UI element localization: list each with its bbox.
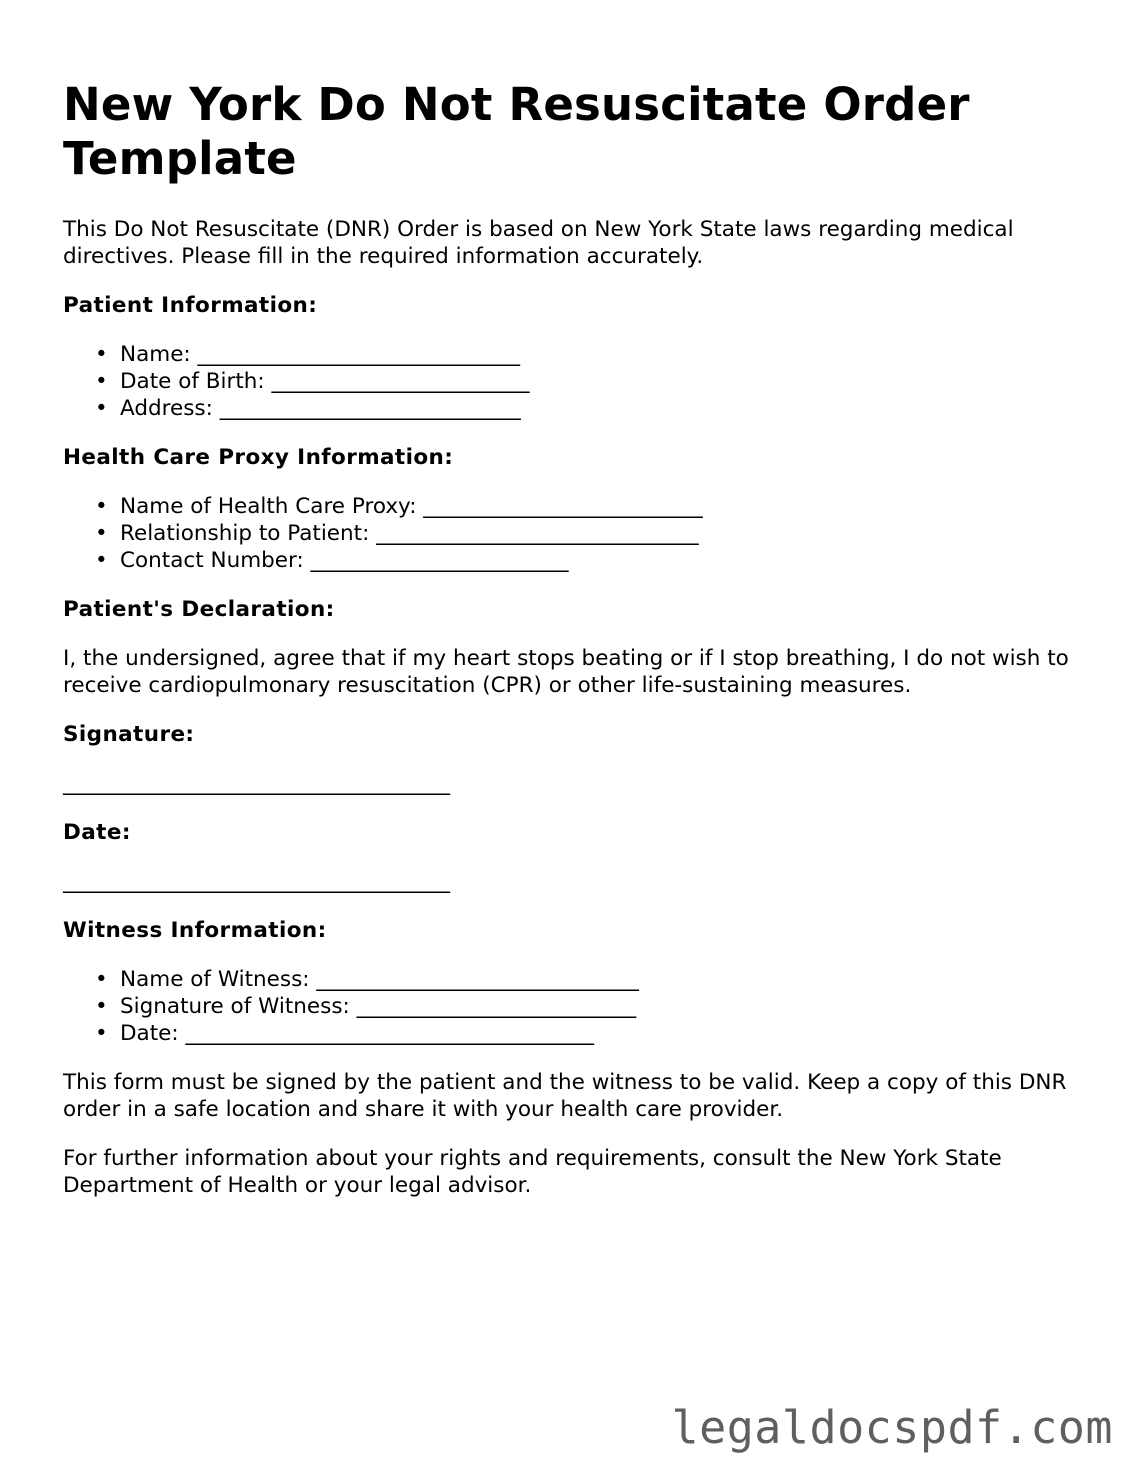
list-item — [63, 341, 1093, 368]
page-title: New York Do Not Resuscitate Order Template — [63, 78, 970, 185]
witness-info-list — [63, 966, 1093, 1047]
witness-name-field[interactable]: Name of Witness: ______________________________ — [120, 967, 639, 992]
patient-address-field[interactable]: Address: ____________________________ — [120, 396, 521, 421]
date-heading: Date: — [63, 820, 131, 845]
list-item — [63, 368, 1093, 395]
bullet-icon: • — [95, 994, 108, 1019]
bullet-icon: • — [95, 967, 108, 992]
proxy-name-field[interactable]: Name of Health Care Proxy: __________________________ — [120, 494, 703, 519]
proxy-relationship-field[interactable]: Relationship to Patient: ______________________________ — [120, 521, 699, 546]
patient-info-heading: Patient Information: — [63, 293, 318, 318]
validity-note: This form must be signed by the patient and the witness to be valid. Keep a copy of this DNR order in a safe location and share it with your health care provider. — [63, 1070, 1067, 1122]
list-item — [63, 395, 1093, 422]
watermark: legaldocspdf.com — [671, 1401, 1113, 1454]
further-info-note: For further information about your rights and requirements, consult the New York State Department of Health or your legal advisor. — [63, 1146, 1002, 1198]
bullet-icon: • — [95, 521, 108, 546]
patient-name-field[interactable]: Name: ______________________________ — [120, 342, 521, 367]
patient-dob-field[interactable]: Date of Birth: ________________________ — [120, 369, 530, 394]
declaration-heading: Patient's Declaration: — [63, 597, 335, 622]
patient-info-list — [63, 341, 1093, 422]
bullet-icon: • — [95, 342, 108, 367]
proxy-info-heading: Health Care Proxy Information: — [63, 445, 454, 470]
list-item — [63, 993, 1093, 1020]
signature-heading: Signature: — [63, 722, 195, 747]
witness-info-heading: Witness Information: — [63, 918, 327, 943]
list-item — [63, 520, 1093, 547]
witness-signature-field[interactable]: Signature of Witness: __________________________ — [120, 994, 637, 1019]
bullet-icon: • — [95, 396, 108, 421]
bullet-icon: • — [95, 1021, 108, 1046]
bullet-icon: • — [95, 548, 108, 573]
bullet-icon: • — [95, 494, 108, 519]
list-item — [63, 1020, 1093, 1047]
bullet-icon: • — [95, 369, 108, 394]
list-item — [63, 493, 1093, 520]
date-line[interactable]: ____________________________________ — [63, 869, 450, 894]
list-item — [63, 966, 1093, 993]
document — [63, 78, 1093, 1221]
proxy-info-list — [63, 493, 1093, 574]
declaration-text: I, the undersigned, agree that if my heart stops beating or if I stop breathing, I do not wish to receive cardiopulmonary resuscitation (CPR) or other life-sustaining measures. — [63, 646, 1069, 698]
witness-date-field[interactable]: Date: ______________________________________ — [120, 1021, 594, 1046]
signature-line[interactable]: ____________________________________ — [63, 771, 450, 796]
proxy-contact-field[interactable]: Contact Number: ________________________ — [120, 548, 569, 573]
list-item — [63, 547, 1093, 574]
intro-paragraph: This Do Not Resuscitate (DNR) Order is based on New York State laws regarding medical directives. Please fill in the required information accurately. — [63, 217, 1014, 269]
